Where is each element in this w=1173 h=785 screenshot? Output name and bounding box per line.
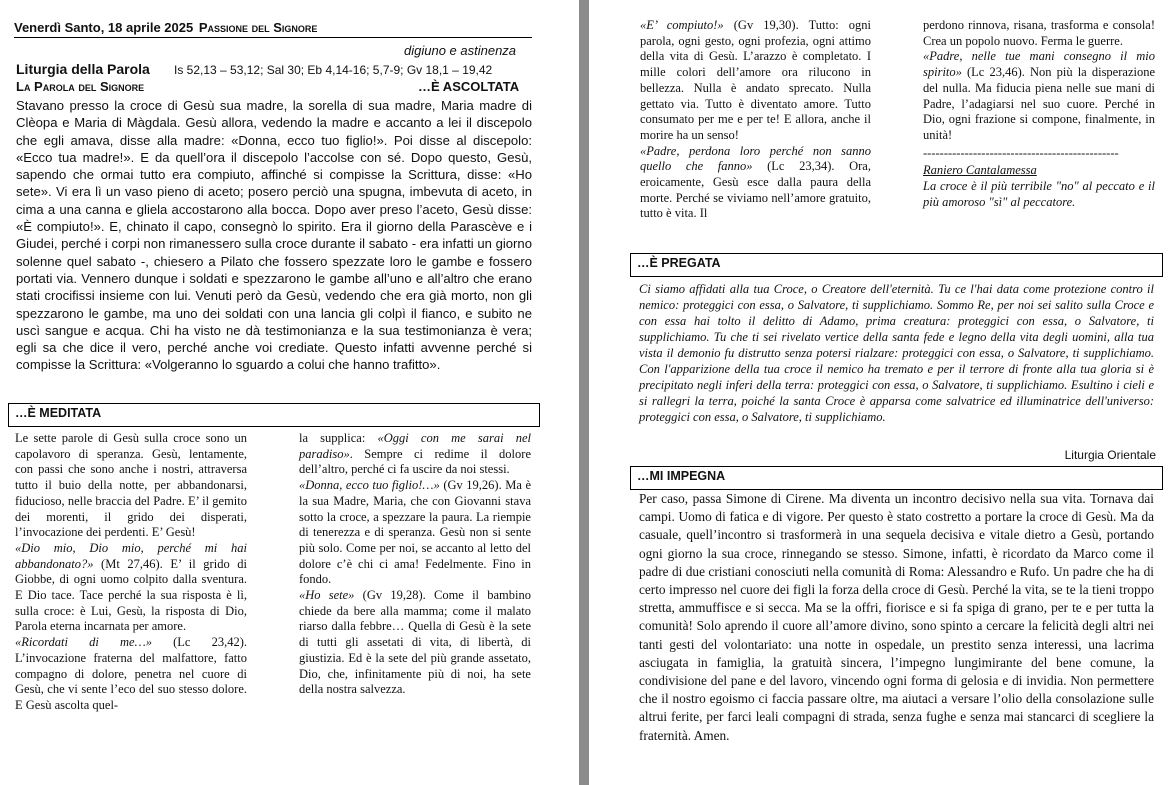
author-quote: La croce è il più terribile "no" al peccato e il più amoroso "sì" al peccatore. [923,179,1155,209]
quote-ref: (Lc 23,34). [752,159,850,174]
meditata-label: …È MEDITATA [15,406,102,420]
meditata-column-1 [15,431,247,714]
quote-text: «Donna, ecco tuo figlio!…» [299,478,440,493]
meditata-paragraph [923,18,1155,49]
page-divider [579,0,589,785]
quote-text: «Ho sete» [299,588,355,603]
separator-line: ----------------------------------------------- [923,145,1119,160]
meditata-paragraph [299,431,531,478]
prayer-source: Liturgia Orientale [1064,448,1156,462]
impegna-text: Per caso, passa Simone di Cirene. Ma diventa un incontro decisivo nella sua vita. Tornava dai campi. Uomo di fatica e di vigore. Per questo è stato costretto a portare la croce di Gesù. Ma da casuale, quell’incontro si trasformerà in una sequela decisiva e vitale dietro a Gesù, portando ogni giorno la sua croce, rinnegando se stesso. Simone, infatti, è ricordato da Marco come il padre di due cristiani conosciuti nella comunità di Roma: Alessandro e Rufo. Un padre che ha di certo impresso nel cuore dei figli la forza della croce di Gesù. Perché la vita, se te la tieni troppo stretta, ammuffisce e si secca. Ma se la offri, fiorisce e si fa spiga di grano, per te e per tutta la comunità! Solo aprendo il cuore all’amore divino, sono spinto a cercare la felicità degli altri nei tanti gesti del volontariato: una notte in ospedale, un prestito senza interessi, una lacrima asciugata in famiglia, la gratuità sincera, l’impegno lungimirante del bene comune, la condivisione del pane e del lavoro, vincendo ogni forma di gelosia e di invidia. Non permettere che il nostro egoismo ci faccia passare oltre, ma aiutaci a versare l’olio della consolazione sulle altrui ferite, per farci leali compagni di strada, senza fughe e senza mai stancarci di scegliere la fraternità. Amen. [639,491,1154,743]
header-date: Venerdì Santo, 18 aprile 2025 [14,20,194,35]
quote-text: «Oggi con me sarai nel paradiso» [299,431,531,461]
paragraph-text: Ora, eroicamente, Gesù esce dalla paura della morte. Perché se viviamo nell’amore gratuito, tutto è vita. Il [640,159,871,221]
quote-text: «Padre, nelle tue mani consegno il mio spirito» [923,49,1155,80]
paragraph-text: Tutto: ogni parola, ogni gesto, ogni profezia, ogni attimo della vita di Gesù. L’arazzo è completato. I mille colori dell’amore ora riluconо in bellezza. Nulla è andato sprecato. Nulla gettato via. Tutto è diventato amore. Tutto consumato per me e per te! E allora, anche il morire ha un senso! [640,18,871,142]
page-header [14,20,532,38]
quote-ref: (Gv 19,30). [723,18,809,32]
paragraph-text: Ma è la sua Madre, Maria, che con Giovanni stava sotto la croce, a spezzare la paura. La riempie di tenerezza e di speranza. Gesù non si sente più solo. Come per noi, se accanto al letto del dolore c’è chi ci ama! Fedelmente. Fino in fondo. [299,478,531,587]
paragraph-text: E’ il grido di Giobbe, di ogni uomo colpito dalla sventura. E Dio tace. Tace perché la sua risposta è lì, sulla croce: è Lui, Gesù, la risposta di Dio, Parola eterna incarnata per amore. [15,556,247,634]
meditata-heading [8,403,540,427]
quote-text: «Ricordati di me…» [15,635,152,650]
paragraph-text: Non più la disperazione del nulla. Ma fiducia piena nelle sue mani di Padre, l’adagiarsi nel suo cuore. Perché in Dio, ogni frazione si compone, finalmente, in unità! [923,65,1156,142]
author-name: Raniero Cantalamessa [923,163,1037,178]
quote-ref: (Mt 27,46). [93,556,171,571]
paragraph-text: perdono rinnova, risana, trasforma e consola! Crea un popolo nuovo. Ferma le guerre. [923,18,1155,48]
gospel-text: Stavano presso la croce di Gesù sua madre, la sorella di sua madre, Maria madre di Clèopa e Maria di Màgdala. Gesù allora, vedendo la madre e accanto a lei il discepolo che egli amava, disse alla madre: «Donna, ecco tuo figlio!». Poi disse al discepolo: «Ecco tua madre!». E da quell’ora il discepolo l’accolse con sé. Dopo questo, Gesù, sapendo che ormai tutto era compiuto, affinché si compisse la Scrittura, disse: «Ho sete». Vi era lì un vaso pieno di aceto; posero perciò una spugna, imbevuta di aceto, in cima a una canna e gliela accostarono alla bocca. Dopo aver preso l’aceto, Gesù disse: «È compiuto!». E, chinato il capo, consegnò lo spirito. Era il giorno della Parascève e i Giudei, perché i corpi non rimanessero sulla croce durante il sabato - era infatti un giorno solenne quel sabato -, chiesero a Pilato che fossero spezzate loro le gambe e fossero portati via. Vennero dunque i soldati e spezzarono le gambe all’uno e all’altro che erano stati crocifissi insieme con lui. Venuti però da Gesù, vedendo che era già morto, non gli spezzarono le gambe, ma uno dei soldati con una lancia gli colpì il fianco, e subito ne uscì sangue e acqua. Chi ha visto ne dà testimonianza e la sua testimonianza è vera; egli sa che dice il vero, perché anche voi crediate. Questo infatti avvenne perché si compisse la Scrittura: «Volgeranno lo sguardo a colui che hanno trafitto». [16,98,532,373]
fasting-note: digiuno e astinenza [404,43,517,58]
liturgy-title: Liturgia della Parola [16,61,150,77]
right-page [590,0,1173,785]
meditata-continued-column-2 [923,18,1155,210]
paragraph-text: L’invocazione fraterna del malfattore, fatto compagno di dolore, penetra nel cuore di Gesù, che vi sente l’eco del suo stesso dolore. E Gesù ascolta quel- [15,650,247,712]
ascoltata-label: …È ASCOLTATA [418,79,520,94]
impegna-label: …MI IMPEGNA [637,469,726,483]
liturgy-refs: Is 52,13 – 53,12; Sal 30; Eb 4,14-16; 5,7-9; Gv 18,1 – 19,42 [174,63,493,77]
impegna-heading [630,466,1163,490]
meditata-paragraph [15,431,247,541]
pregata-heading [630,253,1163,277]
meditata-continued-column-1 [640,18,871,222]
quote-ref: (Lc 23,42). [151,635,247,650]
quote-text: «E’ compiuto!» [640,18,724,32]
paragraph-text: Le sette parole di Gesù sulla croce sono un capolavoro di speranza. Gesù, lentamente, con passi che sono anche i nostri, attraversa tutto il buio della notte, per abbandonarsi, fiducioso, nelle braccia del Padre. E’ il gemito dei morenti, il grido dei disperati, l’invocazione dei perdenti. E’ Gesù! [15,431,247,540]
paragraph-prefix: la supplica: [299,431,378,445]
meditata-paragraph [299,478,531,588]
quote-ref: (Gv 19,26). [439,478,506,493]
meditata-paragraph [640,144,871,223]
paragraph-text: Come il bambino chiede da bere alla mamma; come il malato riarso dalla febbre… Quella di Gesù è la sete di tutti gli assetati di vita, di libertà, di giustizia. Ed è la sete del più grande assetato, Dio, che, infinitamente più di noi, ha sete della nostra salvezza. [299,588,531,697]
paragraph-text: . Sempre ci redime il dolore dell’altro, perché ci fa uscire da noi stessi. [299,446,531,477]
meditata-column-2 [299,431,531,698]
parola-label: La Parola del Signore [16,79,145,94]
pregata-label: …È PREGATA [637,256,721,270]
meditata-paragraph [15,541,247,635]
prayer-text: Ci siamo affidati alla tua Croce, o Creatore dell'eternità. Tu ce l'hai data come protezione contro il nemico: proteggici con essa, o Salvatore, ti supplichiamo. Sommo Re, per noi sei salito sulla Croce e con essa hai tolto il delitto di Adamo, prima creatura: proteggici con essa, o Salvatore, ti supplichiamo. Tu che ti sei rivelato vertice della santa fede e legno della vita degli uomini, alla tua vista il demonio fu distrutto senza potersi rialzare: proteggici con essa, o Salvatore, ti supplichiamo. Con l'apparizione della tua croce il nemico ha tremato e per il terrore di fronte alla tua gloria si è precipitato negli inferi della terra: proteggici con essa, o Salvatore, ti supplichiamo. Esultino i cieli e si rallegri la terra, poiché la santa Croce è apparsa come salvatrice ed illuminatrice dell'universo: proteggici con essa, o Salvatore, ti supplichiamo. [639,282,1154,424]
quote-text: «Padre, perdona loro perché non sanno quello che fanno» [640,143,871,174]
quote-ref: (Gv 19,28). [354,588,434,603]
meditata-paragraph [299,588,531,698]
quote-text: «Dio mio, Dio mio, perché mi hai abbandonato?» [15,540,247,571]
meditata-paragraph [640,18,871,144]
left-page [0,0,575,785]
meditata-paragraph [923,49,1155,143]
header-title: Passione del Signore [198,20,318,35]
quote-ref: (Lc 23,46). [961,65,1030,80]
meditata-paragraph [15,635,247,714]
